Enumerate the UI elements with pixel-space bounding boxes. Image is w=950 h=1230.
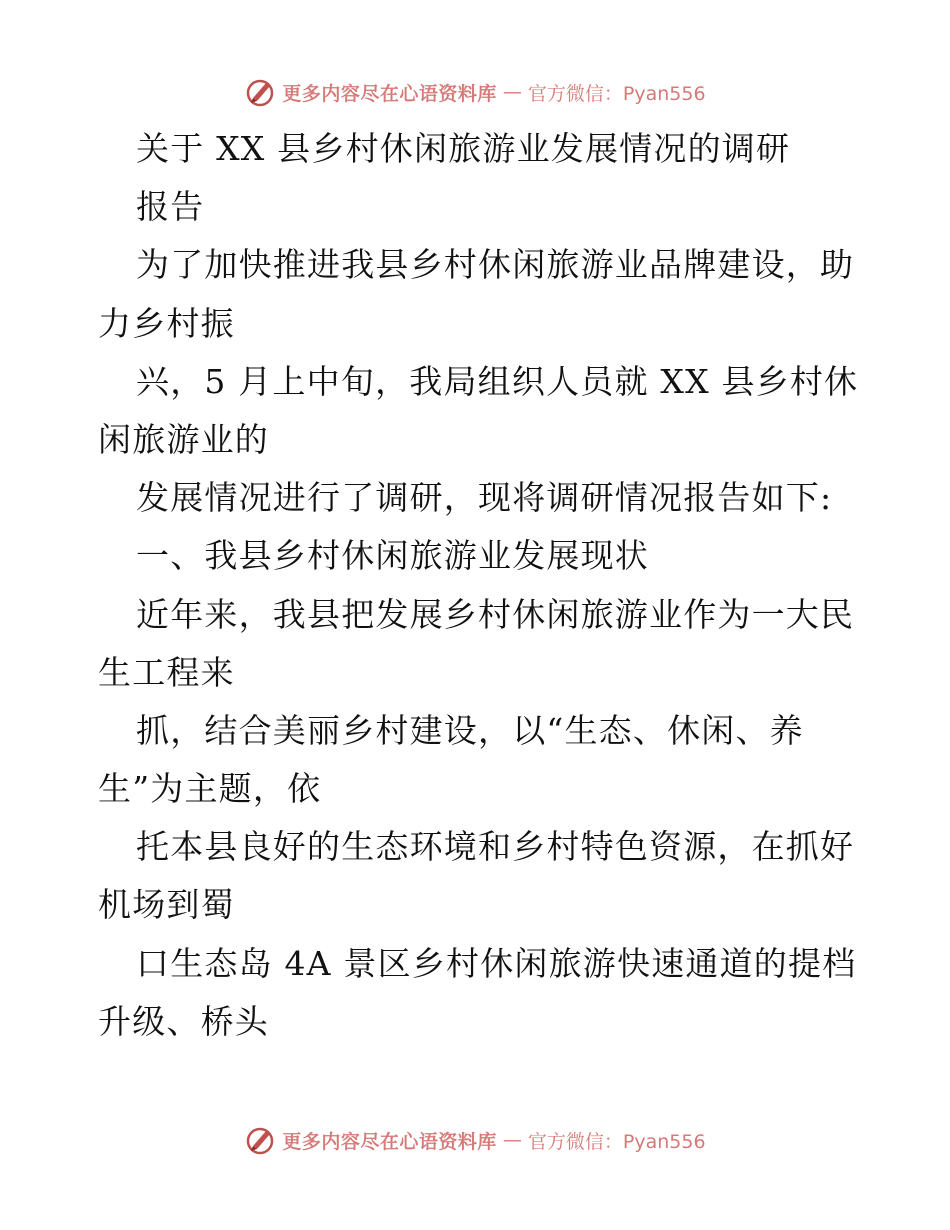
- pen-logo-icon: [244, 76, 276, 108]
- watermark-site-text: 更多内容尽在心语资料库: [282, 82, 497, 105]
- body-line: 抓，结合美丽乡村建设，以“生态、休闲、养: [136, 710, 804, 750]
- watermark-wechat-text: 官方微信：Pyan556: [527, 82, 706, 105]
- title-line-1: 关于 XX 县乡村休闲旅游业发展情况的调研: [136, 129, 791, 168]
- body-line: 生”为主题，依: [98, 769, 322, 809]
- title-line-2: 报告: [136, 187, 205, 227]
- watermark-site-text: 更多内容尽在心语资料库: [282, 1130, 497, 1153]
- body-line: 闲旅游业的: [98, 419, 269, 459]
- footer-watermark: [0, 1120, 950, 1160]
- body-line: 生工程来: [98, 652, 235, 692]
- pen-logo-icon: [244, 1124, 276, 1156]
- watermark-separator: —: [502, 1129, 522, 1151]
- body-line: 发展情况进行了调研，现将调研情况报告如下:: [136, 478, 833, 518]
- body-line: 升级、桥头: [98, 1001, 269, 1041]
- body-line: 近年来，我县把发展乡村休闲旅游业作为一大民: [136, 594, 855, 634]
- body-line: 托本县良好的生态环境和乡村特色资源，在抓好: [136, 827, 855, 867]
- body-line: 为了加快推进我县乡村休闲旅游业品牌建设，助: [136, 245, 855, 285]
- watermark-wechat-text: 官方微信：Pyan556: [527, 1130, 706, 1153]
- section-heading: 一、我县乡村休闲旅游业发展现状: [136, 536, 649, 576]
- watermark-separator: —: [502, 81, 522, 103]
- document-body: [0, 120, 950, 1051]
- body-line: 口生态岛 4A 景区乡村休闲旅游快速通道的提档: [136, 943, 857, 983]
- header-watermark: [0, 72, 950, 112]
- body-line: 机场到蜀: [98, 885, 235, 925]
- body-line: 兴，5 月上中旬，我局组织人员就 XX 县乡村休: [136, 361, 859, 401]
- body-line: 力乡村振: [98, 303, 235, 343]
